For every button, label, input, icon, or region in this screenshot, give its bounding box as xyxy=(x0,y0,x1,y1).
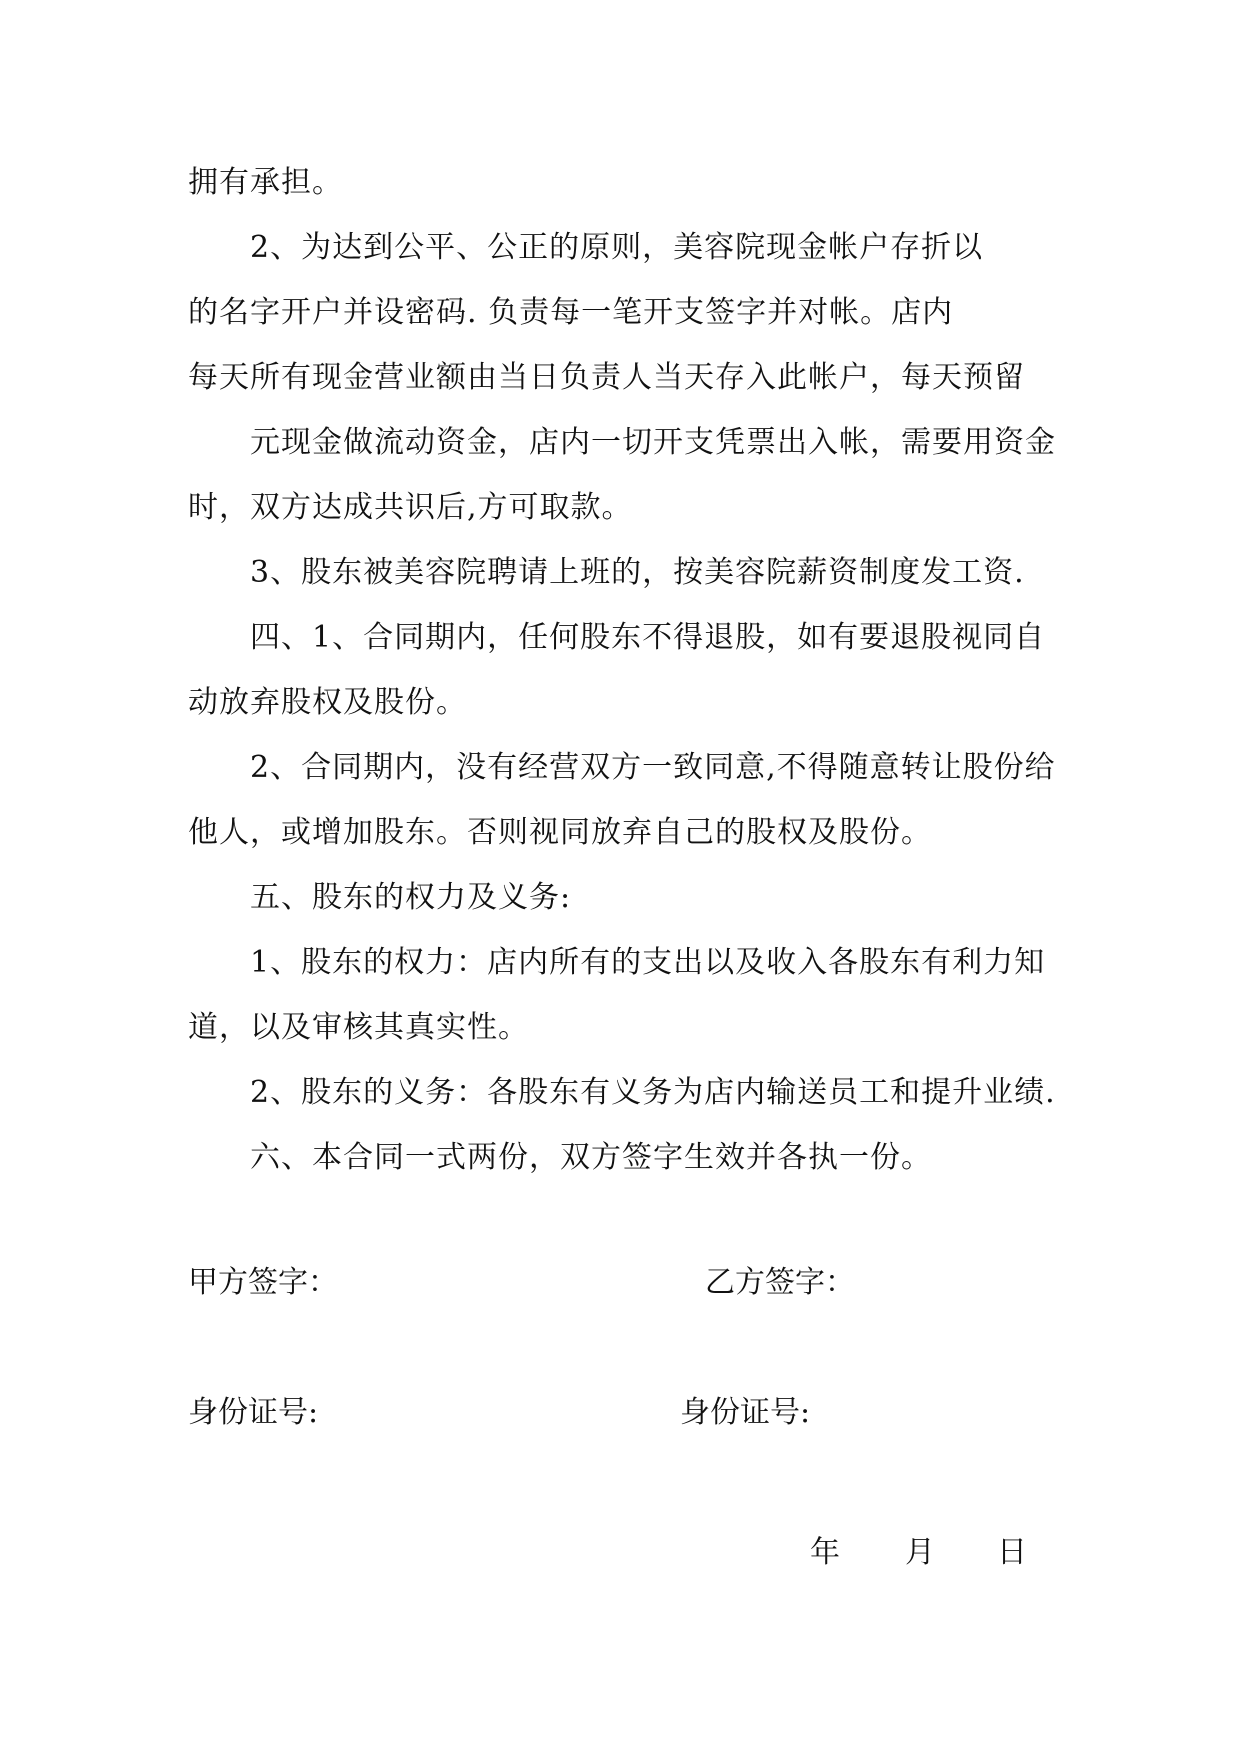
paragraph-line: 动放弃股权及股份。 xyxy=(188,685,467,720)
paragraph-line: 拥有承担。 xyxy=(188,165,343,200)
party-a-signature-label: 甲方签字： xyxy=(188,1265,338,1300)
paragraph-line: 时，双方达成共识后,方可取款。 xyxy=(188,490,633,525)
paragraph-line: 的名字开户并设密码. 负责每一笔开支签字并对帐。店内 xyxy=(188,295,954,330)
paragraph-line: 元现金做流动资金，店内一切开支凭票出入帐，需要用资金 xyxy=(250,425,1056,460)
party-b-signature-label: 乙方签字： xyxy=(705,1265,855,1300)
paragraph-line: 1、股东的权力：店内所有的支出以及收入各股东有利力知 xyxy=(250,945,1046,980)
paragraph-line: 2、为达到公平、公正的原则，美容院现金帐户存折以 xyxy=(250,230,984,265)
date-month-label: 月 xyxy=(905,1535,935,1570)
paragraph-line: 2、合同期内，没有经营双方一致同意,不得随意转让股份给 xyxy=(250,750,1056,785)
party-a-id-label: 身份证号: xyxy=(188,1395,319,1430)
paragraph-line: 六、本合同一式两份，双方签字生效并各执一份。 xyxy=(250,1140,932,1175)
paragraph-line: 每天所有现金营业额由当日负责人当天存入此帐户，每天预留 xyxy=(188,360,1025,395)
date-day-label: 日 xyxy=(997,1535,1027,1570)
party-b-id-label: 身份证号: xyxy=(680,1395,811,1430)
paragraph-line: 3、股东被美容院聘请上班的，按美容院薪资制度发工资. xyxy=(250,555,1025,590)
paragraph-line: 他人，或增加股东。否则视同放弃自己的股权及股份。 xyxy=(188,815,932,850)
paragraph-line: 2、股东的义务：各股东有义务为店内输送员工和提升业绩. xyxy=(250,1075,1056,1110)
paragraph-line: 道，以及审核其真实性。 xyxy=(188,1010,529,1045)
paragraph-line: 四、1、合同期内，任何股东不得退股，如有要退股视同自 xyxy=(250,620,1046,655)
paragraph-line: 五、股东的权力及义务: xyxy=(250,880,572,915)
date-year-label: 年 xyxy=(810,1535,840,1570)
